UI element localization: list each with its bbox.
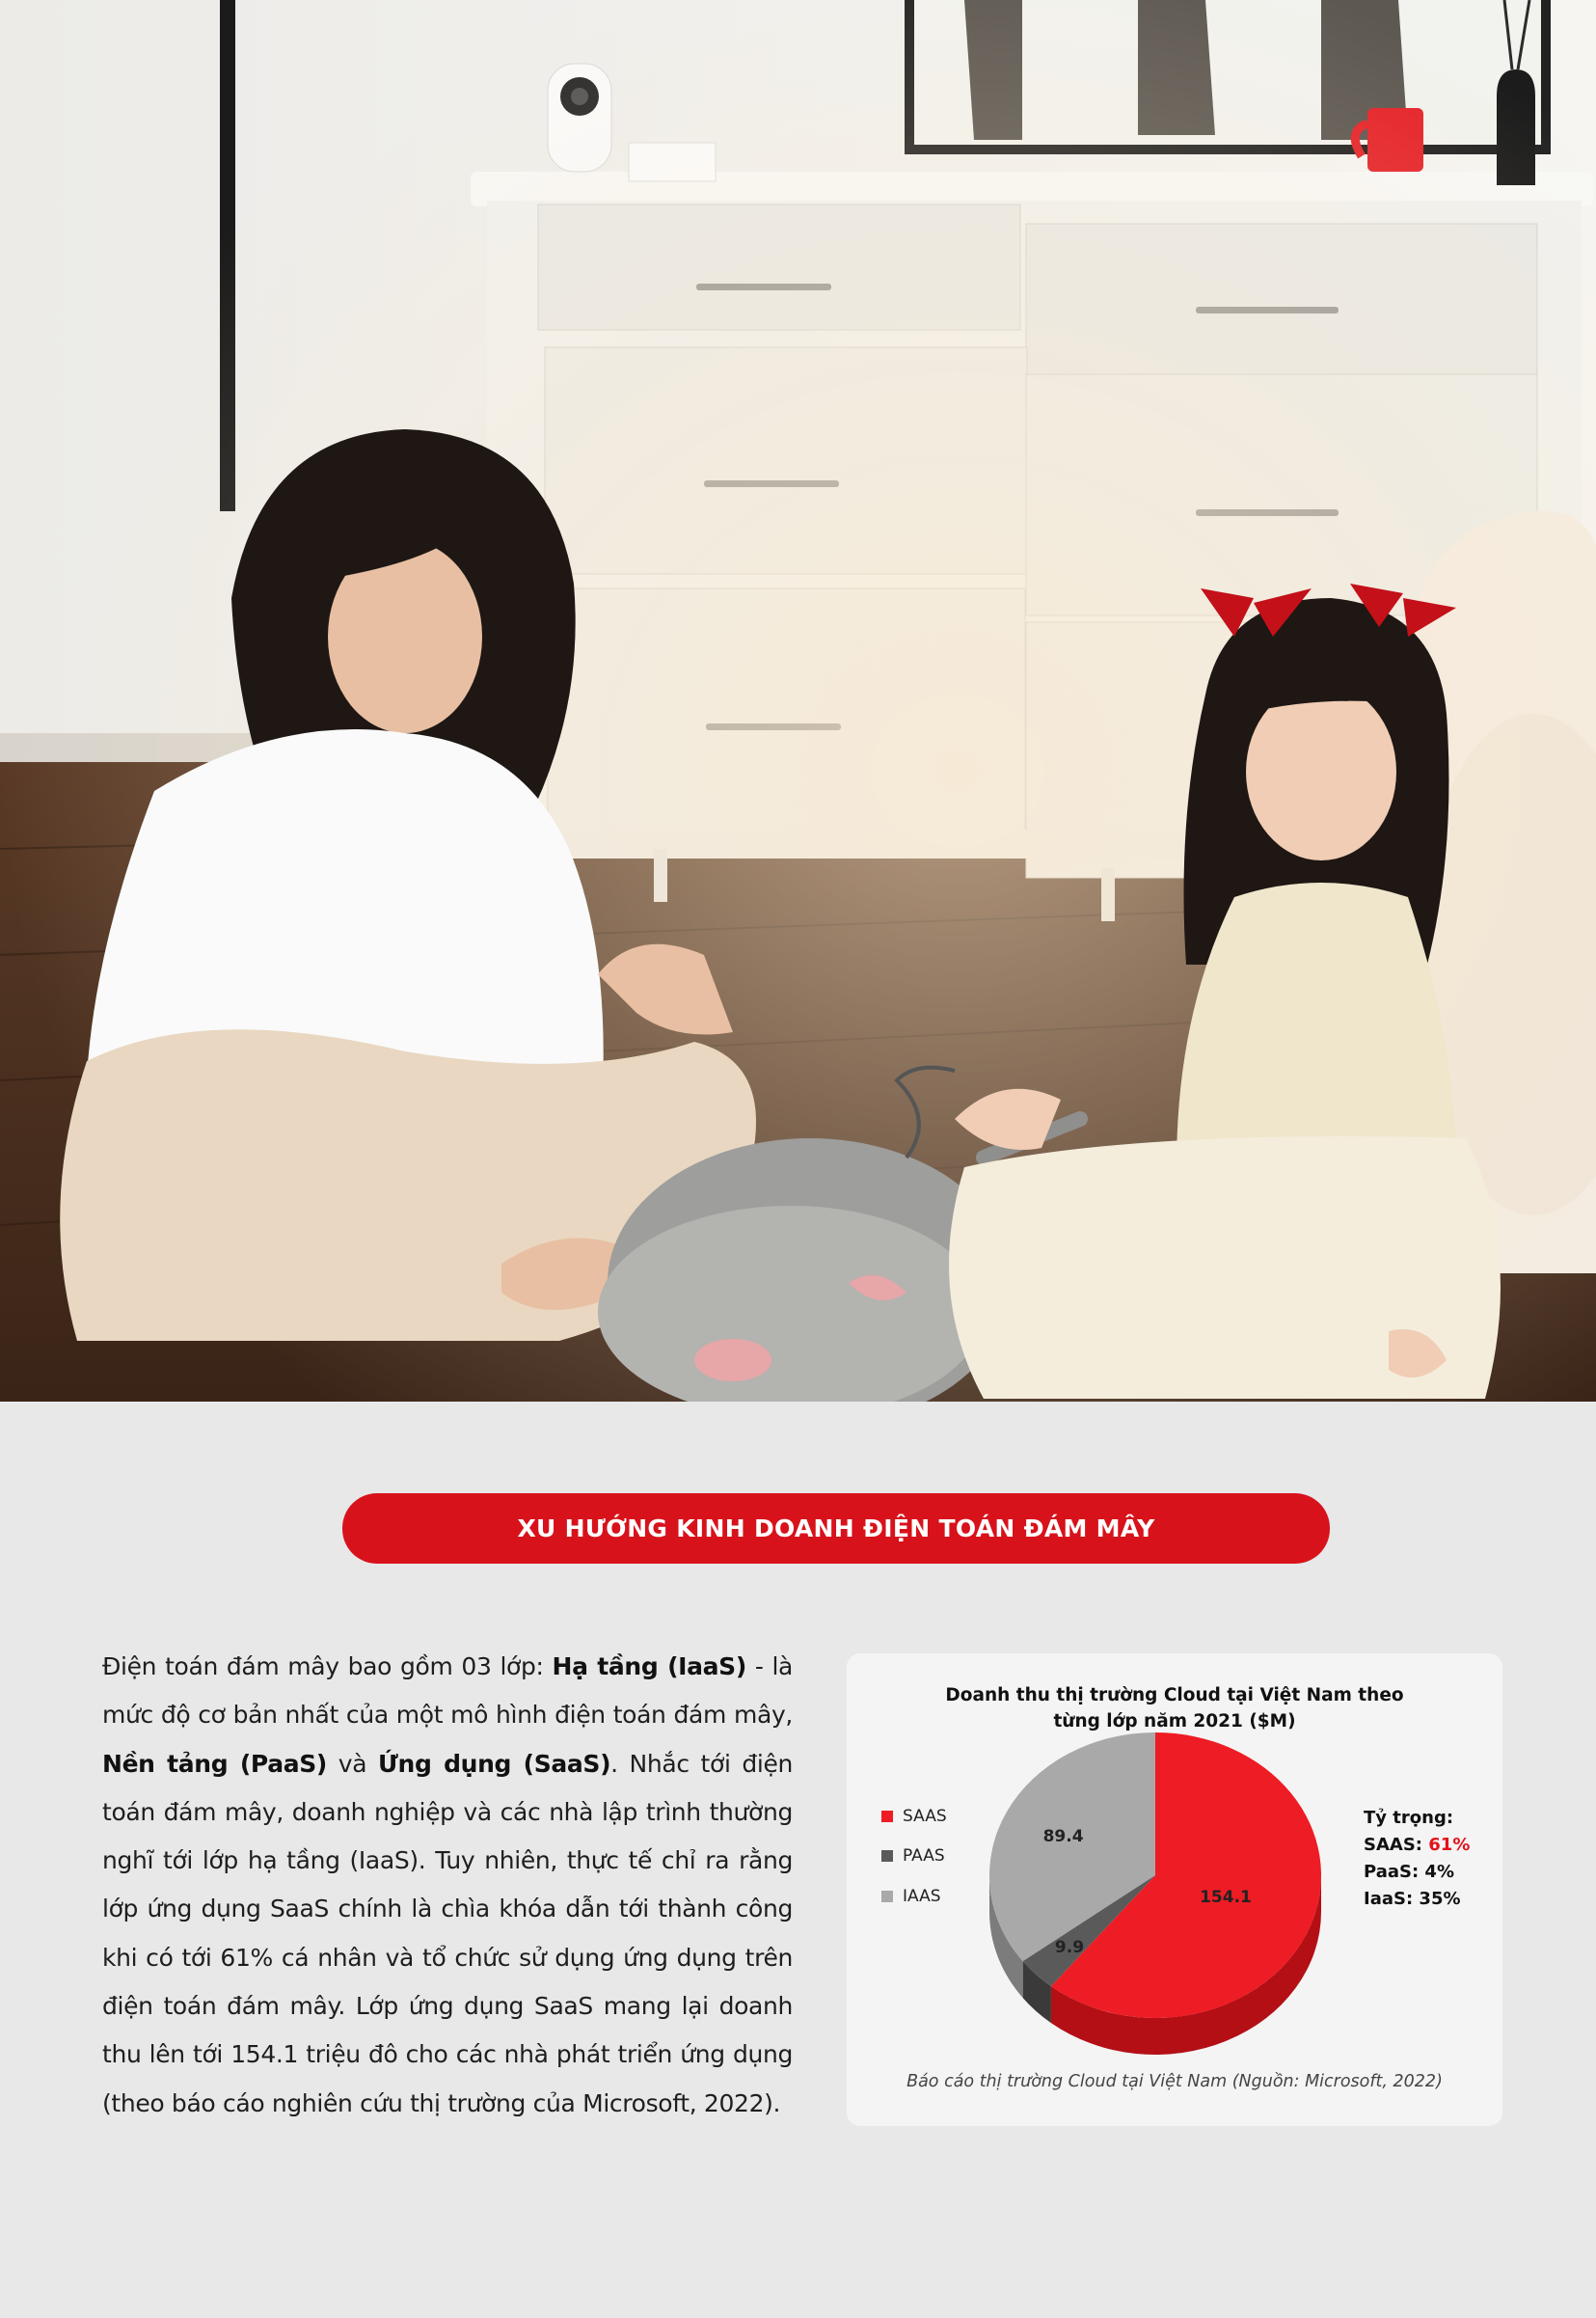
paragraph-text-3: và [327, 1749, 379, 1778]
share-saas-value: 61% [1428, 1835, 1471, 1855]
section-title: XU HƯỚNG KINH DOANH ĐIỆN TOÁN ĐÁM MÂY [517, 1514, 1155, 1542]
legend-swatch-iaas [881, 1891, 893, 1902]
share-iaas: IaaS: 35% [1364, 1889, 1461, 1909]
paragraph-bold-paas: Nền tảng (PaaS) [102, 1749, 327, 1778]
pie-label-iaas: 89.4 [1042, 1827, 1084, 1847]
legend-item-iaas [881, 1876, 947, 1917]
section-title-banner [342, 1493, 1330, 1564]
legend-swatch-saas [881, 1811, 893, 1822]
legend-swatch-paas [881, 1850, 893, 1862]
share-paas: PaaS: 4% [1364, 1862, 1454, 1882]
chart-caption: Báo cáo thị trường Cloud tại Việt Nam (Nguồn: Microsoft, 2022) [906, 2072, 1443, 2091]
paragraph-text-1: Điện toán đám mây bao gồm 03 lớp: [102, 1652, 553, 1680]
chart-title-line-2: từng lớp năm 2021 ($M) [1053, 1711, 1296, 1732]
share-title: Tỷ trọng: [1364, 1808, 1454, 1828]
paragraph-bold-saas: Ứng dụng (SaaS) [378, 1749, 611, 1778]
chart-card [847, 1653, 1502, 2126]
pie-label-saas: 154.1 [1200, 1888, 1252, 1908]
share-saas-label: SAAS: [1364, 1835, 1429, 1855]
body-paragraph [102, 1643, 793, 2128]
chart-title-line-1: Doanh thu thị trường Cloud tại Việt Nam theo [945, 1685, 1404, 1705]
chart-title [847, 1682, 1502, 1734]
paragraph-text-4: . Nhắc tới điện toán đám mây, doanh nghiệp và các nhà lập trình thường nghĩ tới lớp hạ tầng (IaaS). Tuy nhiên, thực tế chỉ ra rằng lớp ứng dụng SaaS chính là chìa khóa dẫn tới thành công khi có tới 61% cá nhân và tổ chức sử dụng ứng dụng trên điện toán đám mây. Lớp ứng dụng SaaS mang lại doanh thu lên tới 154.1 triệu đô cho các nhà phát triển ứng dụng (theo báo cáo nghiên cứu thị trường của Microsoft, 2022). [102, 1749, 793, 2117]
legend-label-saas: SAAS [903, 1806, 947, 1826]
paragraph-bold-iaas: Hạ tầng (IaaS) [552, 1652, 746, 1680]
share-saas [1364, 1832, 1470, 1859]
chart-legend [881, 1796, 947, 1917]
pie-chart [982, 1731, 1329, 2059]
paragraph-text-2: - là mức độ cơ bản nhất của một mô hình điện toán đám mây, [102, 1652, 794, 1730]
legend-label-paas: PAAS [903, 1846, 945, 1867]
legend-label-iaas: IAAS [903, 1886, 941, 1906]
share-box [1364, 1805, 1470, 1913]
legend-item-saas [881, 1796, 947, 1837]
legend-item-paas [881, 1837, 947, 1877]
pie-label-paas: 9.9 [1054, 1938, 1085, 1958]
